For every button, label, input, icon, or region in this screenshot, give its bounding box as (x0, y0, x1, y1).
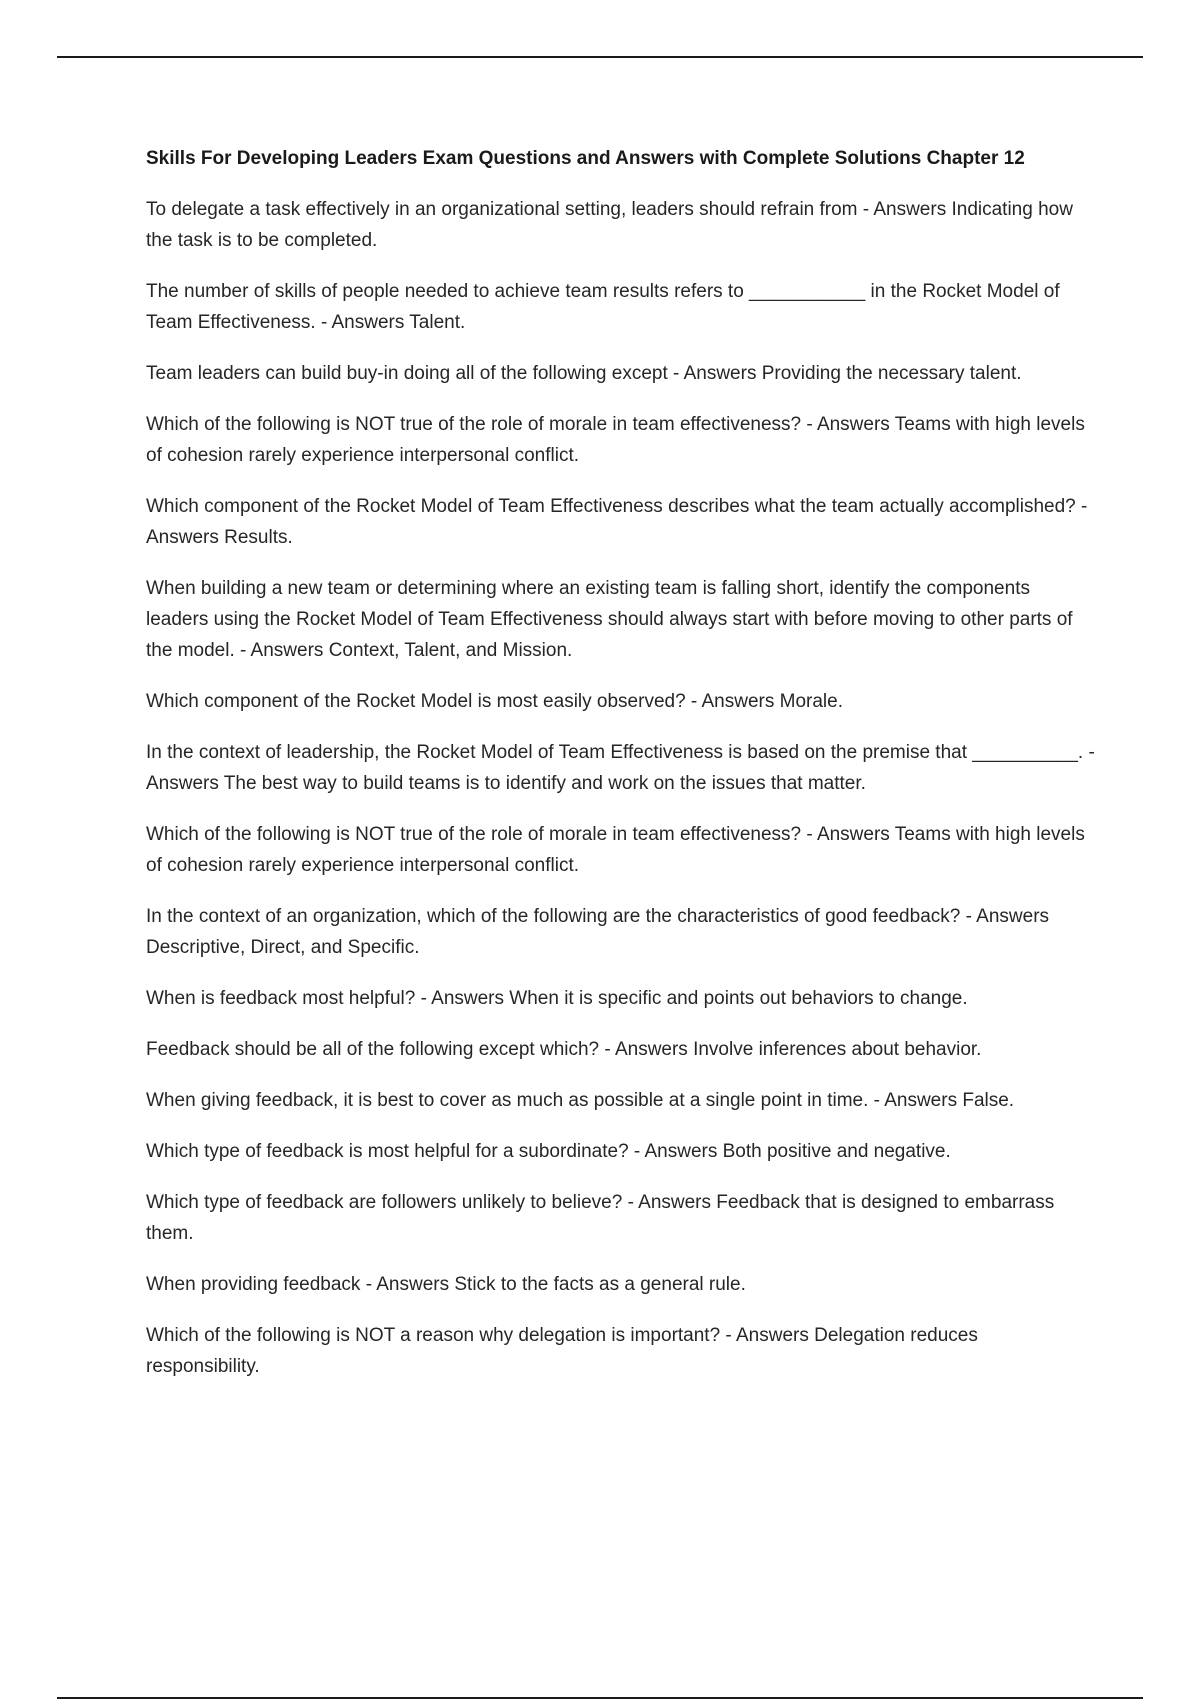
qa-item-8: In the context of leadership, the Rocket Model of Team Effectiveness is based on the premise that __________. - Answers The best way to build teams is to identify and work on the issues that matter. (146, 742, 1095, 794)
document-body (146, 146, 1096, 1402)
qa-item-15: Which type of feedback are followers unlikely to believe? - Answers Feedback that is designed to embarrass them. (146, 1192, 1055, 1244)
bottom-rule (57, 1697, 1143, 1699)
qa-item-12: Feedback should be all of the following except which? - Answers Involve inferences about behavior. (146, 1039, 982, 1060)
qa-item-2: The number of skills of people needed to achieve team results refers to ___________ in the Rocket Model of Team Effectiveness. - Answers Talent. (146, 281, 1060, 333)
qa-item-11: When is feedback most helpful? - Answers When it is specific and points out behaviors to change. (146, 988, 968, 1009)
qa-item-1: To delegate a task effectively in an organizational setting, leaders should refrain from - Answers Indicating how the task is to be completed. (146, 199, 1073, 251)
document-title: Skills For Developing Leaders Exam Questions and Answers with Complete Solutions Chapter 12 (146, 148, 1025, 169)
top-rule (57, 56, 1143, 58)
qa-item-16: When providing feedback - Answers Stick to the facts as a general rule. (146, 1274, 746, 1295)
qa-item-10: In the context of an organization, which of the following are the characteristics of good feedback? - Answers Descriptive, Direct, and Specific. (146, 906, 1050, 958)
qa-item-5: Which component of the Rocket Model of Team Effectiveness describes what the team actually accomplished? - Answers Results. (146, 496, 1088, 548)
qa-item-14: Which type of feedback is most helpful for a subordinate? - Answers Both positive and negative. (146, 1141, 951, 1162)
qa-item-7: Which component of the Rocket Model is most easily observed? - Answers Morale. (146, 691, 843, 712)
qa-item-3: Team leaders can build buy-in doing all of the following except - Answers Providing the necessary talent. (146, 363, 1022, 384)
qa-item-9: Which of the following is NOT true of the role of morale in team effectiveness? - Answers Teams with high levels of cohesion rarely experience interpersonal conflict. (146, 824, 1085, 876)
qa-item-17: Which of the following is NOT a reason why delegation is important? - Answers Delegation reduces responsibility. (146, 1325, 978, 1377)
qa-item-6: When building a new team or determining where an existing team is falling short, identify the components leaders using the Rocket Model of Team Effectiveness should always start with before moving to other parts of the model. - Answers Context, Talent, and Mission. (146, 578, 1073, 661)
qa-item-13: When giving feedback, it is best to cover as much as possible at a single point in time. - Answers False. (146, 1090, 1015, 1111)
qa-item-4: Which of the following is NOT true of the role of morale in team effectiveness? - Answers Teams with high levels of cohesion rarely experience interpersonal conflict. (146, 414, 1085, 466)
